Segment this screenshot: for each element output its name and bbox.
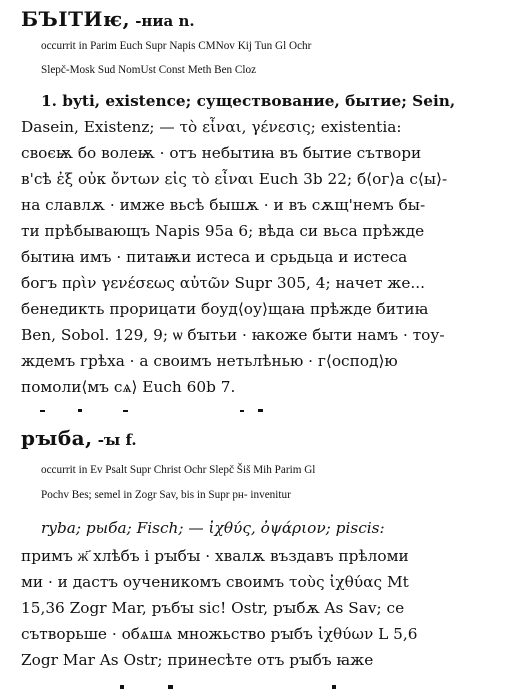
entry-header [21,426,137,450]
definition-line: примъ ж҃ хлѣбъ і рꙑбꙑ · хвалѫ въздавъ прѣломи [21,547,409,565]
definition-line: Dasein, Existenz; — τὸ εἶναι, γένεσις; existentia: [21,118,402,136]
grammar-info: -ниа n. [135,12,195,30]
headword: БЪІТИѥ, [21,7,131,31]
definition-line: своєѭ бо волеѭ · отъ небытиꙗ въ бытие сътвори [21,144,422,162]
definition-line: помоли⟨мъ сѧ⟩ Euch 60b 7. [21,378,236,396]
source-line: occurrit in Ev Psalt Supr Christ Ochr Slepč Šiš Mih Parim Gl [41,464,316,476]
grammar-info: -ꙑ f. [97,431,137,449]
source-line: occurrit in Parim Euch Supr Napis CMNov Kij Tun Gl Ochr [41,40,312,52]
definition-line: ryba; рыба; Fisch; — ἰχθύς, ὀψάριον; piscis: [41,519,385,537]
source-line: Slepč-Mosk Sud NomUst Const Meth Ben Cloz [41,64,257,76]
entry-header [21,7,195,31]
cropped-line [0,402,512,412]
definition-line: Ben, Sobol. 129, 9; ѡ бꙑтьи · ꙗкоже быти намъ · тоу- [21,326,445,344]
definition-line: сътворьше · обѧшѧ множьство рꙑбъ ἰχθύων L 5,6 [21,625,418,643]
headword: рꙑба, [21,426,93,450]
definition-line: богъ πρὶν γενέσεως αὐτῶν Supr 305, 4; начет же... [21,274,426,292]
cropped-line [0,680,512,690]
cropped-text-fragment [0,407,512,412]
definition-line: Zogr Mar As Ostr; принесѣте отъ рꙑбъ ꙗже [21,651,374,669]
definition-line: на славлѫ · имже вьсѣ бышѫ · и въ сѫщ'немъ бы- [21,196,426,214]
definition-line: ти прѣбывающъ Napis 95a 6; вѣда си вьса прѣжде [21,222,425,240]
definition-line: 1. byti, existence; существование, бытие; Sein, [41,92,456,110]
source-line: Pochv Bes; semel in Zogr Sav, bis in Supr рн- invenitur [41,489,291,501]
definition-line: в'сѣ ἐξ οὐκ ὄντων εἰς τὸ εἶναι Euch 3b 22; б⟨ог⟩а с⟨ы⟩- [21,170,448,188]
definition-line: ми · и дастъ оученикомъ своимъ τοὺς ἰχθύας Mt [21,573,409,591]
definition-line: бенедикть прорицати боуд⟨оу⟩щаꙗ прѣжде битиꙗ [21,300,429,318]
definition-line: бытиꙗ имъ · питаѭи истеса и срьдьца и истеса [21,248,408,266]
definition-line: ждемъ грѣха · а своимъ нетьлѣнью · г⟨оспод⟩ю [21,352,398,370]
definition-line: 15,36 Zogr Mar, ръбꙑ sic! Ostr, рꙑбѫ As Sav; се [21,599,405,617]
cropped-text-fragment [0,685,512,690]
